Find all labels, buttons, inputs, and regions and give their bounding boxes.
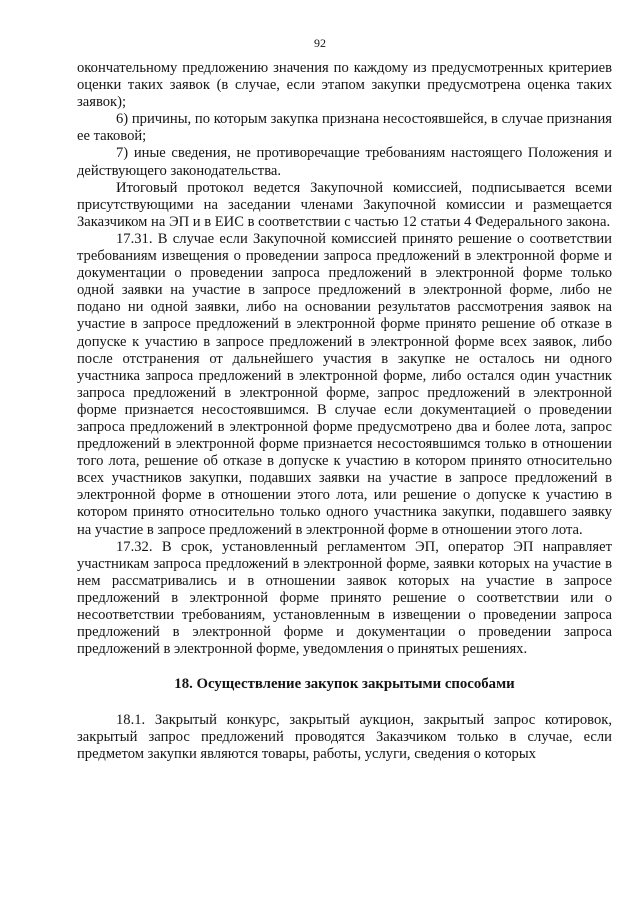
paragraph-item-7: 7) иные сведения, не противоречащие требованиям настоящего Положения и действующего законодательства. xyxy=(77,145,612,179)
page-number: 92 xyxy=(314,36,326,50)
paragraph-item-6: 6) причины, по которым закупка признана несостоявшейся, в случае признания ее таковой; xyxy=(77,111,612,145)
paragraph-continuation: окончательному предложению значения по каждому из предусмотренных критериев оценки таких заявок (в случае, если этапом закупки предусмотрена оценка таких заявок); xyxy=(77,60,612,111)
paragraph-17-31: 17.31. В случае если Закупочной комиссией принято решение о соответствии требованиям извещения о проведении запроса предложений в электронной форме и документации о проведении запроса предложений в электронной форме только одной заявки на участие в запросе предложений в электронной форме, либо не подано ни одной заявки, либо на основании результатов рассмотрения заявок на участие в запросе предложений в электронной форме принято решение об отказе в допуске к участию в запросе предложений в электронной форме всех заявок, либо после отстранения от дальнейшего участия в закупке не осталось ни одного участника запроса предложений в электронной форме, либо остался один участник запроса предложений в электронной форме, запрос предложений в электронной форме признается несостоявшимся. В случае если документацией о проведении запроса предложений в электронной форме предусмотрено два и более лота, запрос предложений в электронной форме признается несостоявшимся только в отношении того лота, решение об отказе в допуске к участию в котором принято относительно всех участников закупки, подавших заявки на участие в запросе предложений в электронной форме в отношении этого лота, или решение о допуске к участию в котором принято относительно только одного участника закупки, подавшего заявку на участие в запросе предложений в электронной форме в отношении этого лота. xyxy=(77,230,612,538)
paragraph-18-1: 18.1. Закрытый конкурс, закрытый аукцион, закрытый запрос котировок, закрытый запрос предложений проводятся Заказчиком только в случае, если предметом закупки являются товары, работы, услуги, сведения о которых xyxy=(77,712,612,763)
section-heading: 18. Осуществление закупок закрытыми способами xyxy=(174,676,515,693)
paragraph-17-32: 17.32. В срок, установленный регламентом ЭП, оператор ЭП направляет участникам запроса предложений в электронной форме, заявки которых на участие в нем рассматривались и в отношении заявок которых на участие в запросе предложений в электронной форме принято решение о соответствии или о несоответствии требованиям, установленным в извещении о проведении запроса предложений в электронной форме и документации о проведении запроса предложений в электронной форме, уведомления о принятых решениях. xyxy=(77,538,612,658)
document-body xyxy=(77,60,612,764)
paragraph-final-protocol: Итоговый протокол ведется Закупочной комиссией, подписывается всеми присутствующими на заседании членами Закупочной комиссии и размещается Заказчиком на ЭП и в ЕИС в соответствии с частью 12 статьи 4 Федерального закона. xyxy=(77,179,612,230)
